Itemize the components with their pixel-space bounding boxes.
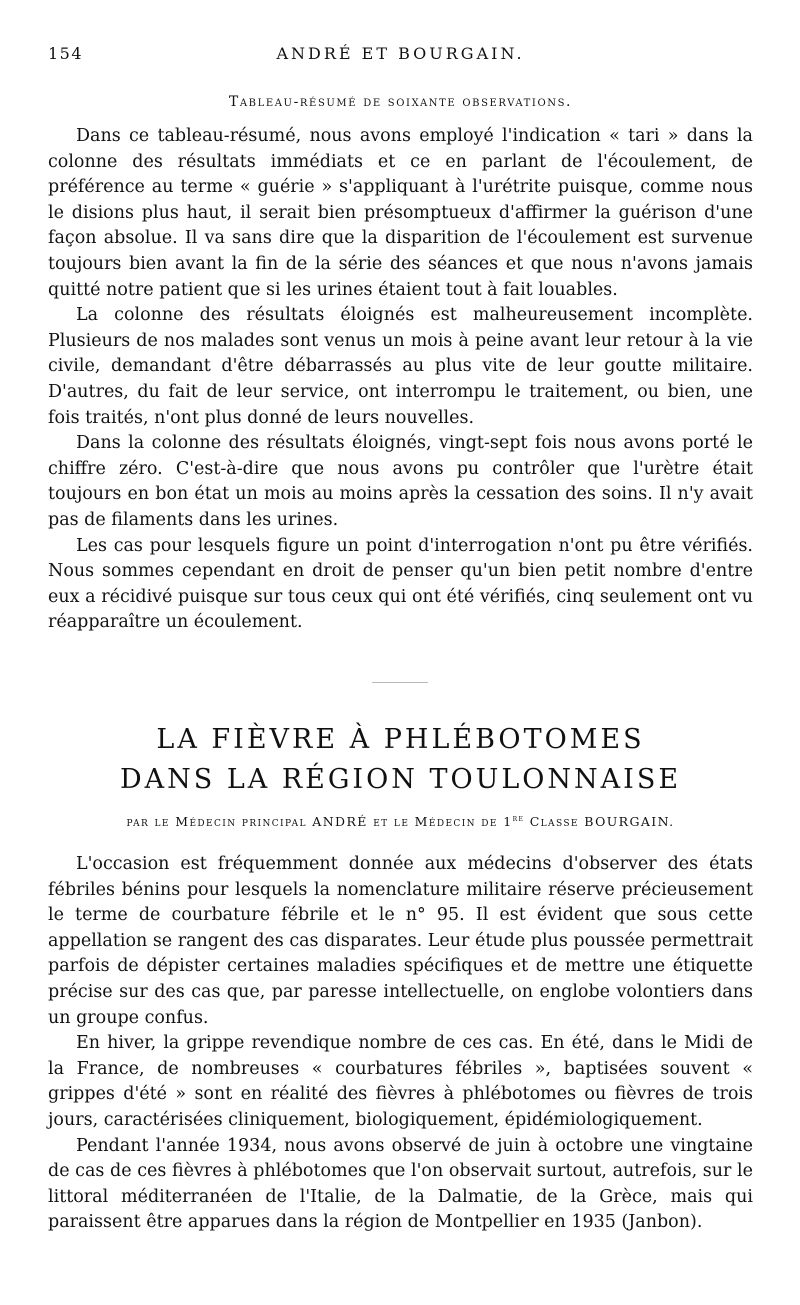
upper-text-block xyxy=(48,124,753,636)
page-number: 154 xyxy=(48,44,84,63)
paragraph: Les cas pour lesquels figure un point d'interrogation n'ont pu être vérifiés. Nous sommes cependant en droit de penser qu'un bien petit nombre d'entre eux a récidivé puisque sur tous ceux qui ont été vérifiés, cinq seulement ont vu réapparaître un écoulement. xyxy=(48,535,753,633)
byline-superscript: re xyxy=(512,814,525,824)
section-heading: Tableau-résumé de soixante observations. xyxy=(228,94,573,110)
byline-text-end: Classe BOURGAIN. xyxy=(524,814,675,830)
paragraph: La colonne des résultats éloignés est malheureusement incomplète. Plusieurs de nos malades sont venus un mois à peine avant leur retour à la vie civile, demandant d'être débarrassés au plus vite de leur goutte militaire. D'autres, du fait de leur service, ont interrompu le traitement, ou bien, une fois traités, n'ont plus donné de leurs nouvelles. xyxy=(48,305,753,428)
byline-text: par le Médecin principal ANDRÉ et le Médecin de 1 xyxy=(126,814,513,830)
article-title-line-1: LA FIÈVRE À PHLÉBOTOMES xyxy=(156,724,645,755)
paragraph: Dans la colonne des résultats éloignés, vingt-sept fois nous avons porté le chiffre zéro. C'est-à-dire que nous avons pu contrôler que l'urètre était toujours en bon état un mois au moins après la cessation des soins. Il n'y avait pas de filaments dans les urines. xyxy=(48,433,753,530)
paragraph: En hiver, la grippe revendique nombre de ces cas. En été, dans le Midi de la France, de nombreuses « courbatures fébriles », baptisées souvent « grippes d'été » sont en réalité des fièvres à phlébotomes ou fièvres de trois jours, caractérisées cliniquement, biologiquement, épidémiologiquement. xyxy=(48,1033,753,1130)
paragraph: L'occasion est fréquemment donnée aux médecins d'observer des états fébriles bénins pour lesquels la nomenclature militaire réserve précieusement le terme de courbature fébrile et le n° 95. Il est évident que sous cette appellation se rangent des cas disparates. Leur étude plus poussée permettrait parfois de dépister certaines maladies spécifiques et de mettre une étiquette précise sur des cas que, par paresse intellectuelle, on englobe volontiers dans un groupe confus. xyxy=(48,854,753,1028)
article-byline xyxy=(48,814,753,829)
article-title-line-2: DANS LA RÉGION TOULONNAISE xyxy=(119,764,682,795)
paragraph: Dans ce tableau-résumé, nous avons employé l'indication « tari » dans la colonne des résultats immédiats et ce en parlant de l'écoulement, de préférence au terme « guérie » s'appliquant à l'urétrite puisque, comme nous le disions plus haut, il serait bien présomptueux d'affirmer la guérison d'une façon absolue. Il va sans dire que la disparition de l'écoulement est survenue toujours bien avant la fin de la série des séances et que nous n'avons jamais quitté notre patient que si les urines étaient tout à fait louables. xyxy=(48,126,753,300)
lower-text-block xyxy=(48,852,753,1236)
running-head xyxy=(48,44,753,68)
section-divider xyxy=(372,682,428,683)
running-title: ANDRÉ ET BOURGAIN. xyxy=(276,44,525,63)
paragraph: Pendant l'année 1934, nous avons observé de juin à octobre une vingtaine de cas de ces fièvres à phlébotomes que l'on observait surtout, autrefois, sur le littoral méditerranéen de l'Italie, de la Dalmatie, de la Grèce, mais qui paraissent être apparues dans la région de Montpellier en 1935 (Janbon). xyxy=(48,1135,753,1233)
